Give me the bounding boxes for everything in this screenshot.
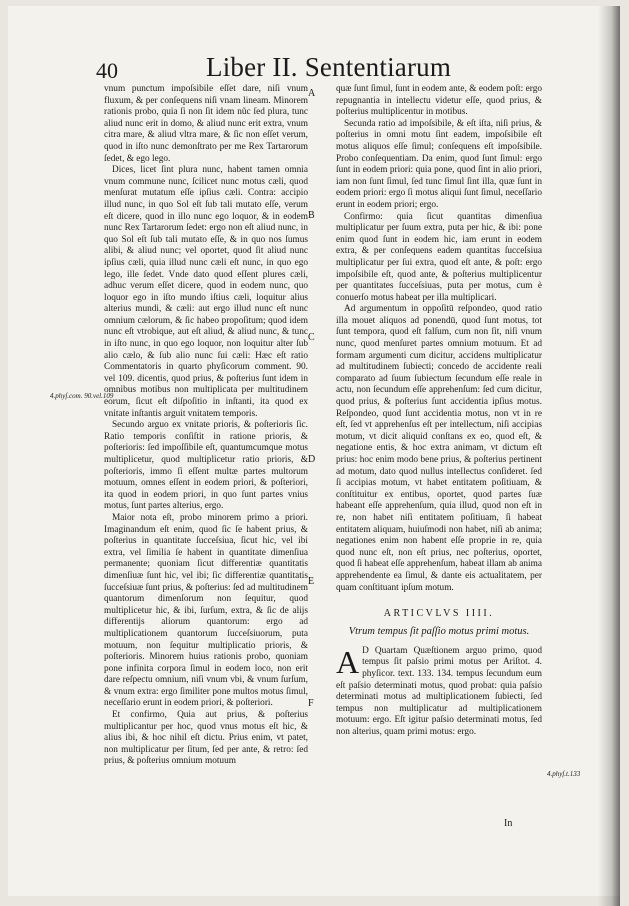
article-question: Vtrum tempus ſit paſſio motus primi motus. [348, 625, 530, 637]
page-number: 40 [96, 58, 118, 83]
left-paragraph-5: Et confirmo, Quia aut prius, & poſterius multiplicantur per hoc, quod vnus motus eſt hic, & alius ibi, & hoc nihil eſt dictu. Prius enim, vt patet, non multiplicatur per ſitum, ſed per ante, & retro: ſed prius, & poſterius omnium motuum [104, 710, 308, 767]
left-paragraph-3: Secundo arguo ex vnitate prioris, & poſterioris ſic. Ratio temporis conſiſtit in ratione prioris, & poſterioris: ſed impoſſibile eſt, quantumcumque motus multiplicetur, quod multiplicetur ratio prioris, & poſterioris, immo ſi eſſent multæ partes multorum motuum, omnes eſſent in eodem priori, & poſteriori, ita quod in eodem priori, in quo ſunt partes vnius motus, ſunt partes alterius, ergo. [104, 420, 308, 512]
section-letter-e: E [308, 576, 315, 587]
margin-note-right: 4.phyſ.t.133 [547, 770, 581, 778]
right-column [336, 84, 542, 738]
section-letter-a: A [308, 88, 316, 99]
left-paragraph-4: Maior nota eſt, probo minorem primo a priori. Imaginandum eſt enim, quod ſic ſe habent prius, & poſterius in quantitate ſucceſsiua, ſicut hic, vel ibi extra, vel ſimilia ſe habent in quantitate dimenſiua permanente; quoniam ſicut differentiæ quantitatis dimenſiuæ ſunt hic, vel ibi; ſic differentiæ quantitatis ſucceſsiuæ ſunt prius, & poſterius: ſed ad multitudinem quantorum dimenſorum non ſequitur, quod multiplicetur hic, & ibi, ſurſum, extra, & ſic de alijs differentijs aliorum quantorum: ergo ad multiplicationem quantorum ſucceſsiuorum, puta motuum, non ſequitur multiplicatio prioris, & poſterioris. Minorem huius rationis probo, quoniam pone infinita corpora ſimul in eodem loco, non erit dare reſpectu omnium, niſi vnum vbi, & vnum ſurſum, & vnum extra: ergo ſimiliter pone multos motus ſimul, neceſſario erunt in eodem priori, & poſteriori. [104, 512, 308, 709]
right-paragraph-3: Confirmo: quia ſicut quantitas dimenſiua multiplicatur per ſuum extra, puta per hic, & ibi: pone enim quod ſunt in eodem hic, iam erunt in eodem extra, & per conſequens eadem quantitas ſucceſsiua multiplicatur per ſui extra, quod eſt ante, & poſt: ergo impoſsibile eſt, quod ante, & poſterius multiplicentur per quantitates ſucceſsiuas, puta per motus, cum è conuerſo motus habeat per illa multiplicari. [336, 211, 542, 303]
running-title: Liber II. Sententiarum [206, 52, 452, 82]
right-paragraph-4: Ad argumentum in oppoſitū reſpondeo, quod ratio illa mouet aliquos ad ponendū, quod ſunt motus, tot ſunt tempora, quod eſt falſum, cum non ſit, niſi vnum nunc, quod menſuret partes omnium motuum. Et ad formam argumenti cum dicitur, accidens multiplicatur ad multitudinem ſubiecti; concedo de accidente reali comparato ad ſuum ſubiectum ſecundum eſſe reale in actu, non ſecundum eſſe apprehenſum: ſed cum dicitur, quod prius, & poſterius ſunt accidentia ipſius motus. Reſpondeo, quod ſunt accidentia motus, non vt in re eſt, ſed vt apprehenſus eſt per intellectum, niſi accipias motum, vt dicit aliquid conſtans ex eo, quod eſt, & negatione entis, & hoc extra animam, vt dictum eſt prius: hoc enim modo bene prius, & poſterius pertinent ad motum, dato quod nullus intellectus conſideret. ſed ſi accipias motum, vt habet entitatem poſitiuam, & conſtituitur ex entibus, oportet, quod partes ſuæ habeant eſſe apprehenſum, quia illud, quod non eſt in re, non habet niſi entitatem poſitiuam, ſi habeat entitatem aliquam, huiuſmodi non habet, niſi ab anima; negationes enim non habent eſſe proprie in re, quia quod nunc eſt, non eſt prius, nec poſterius, oportet, quod ſi habeat eſſe apprehenſum, habeat illam ab anima apprehendente ea ſimul, & dante eis actualitatem, per quam conſtituant ipſum motum. [336, 304, 542, 593]
left-paragraph-1: vnum punctum impoſsibile eſſet dare, niſi vnum fluxum, & per conſequens niſi vnam lineam. Minorem rationis probo, quia ſi non ſit idem nũc ſed plura, tunc aliud nunc erit in domo, & aliud nunc erit extra, vnum citra mare, & aliud vltra mare, & ſic non eſſet verum, quod in iſto nunc demonſtrato per me Rex Tartarorum ſedet, & ego lego. [104, 84, 308, 164]
left-column [104, 84, 308, 768]
left-paragraph-2: Dices, licet ſint plura nunc, habent tamen omnia vnum commune nunc, ſcilicet nunc motus cæli, quod menſurat mutatum eſſe ipſius cæli. Contra: accipio illud nunc, in quo Sol eſt ſub tali mutato eſſe, verum eſt dicere, quod in illo nunc ego loquor, & in eodem nunc Rex Tartarorum ſedet: ergo non eſt aliud nunc, in quo Sol eſt ſub tali mutato eſſe, & in quo nos ſumus alibi, & aliud nunc; vel oportet, quod ſit aliud nunc ipſius cæli, quia illud nunc cæli eſt nunc, in quo ego lego, ille ſedet. Vnde dato quod eſſent plures cæli, adhuc verum eſſet dicere, quod in eodem nunc, quo loquor ego in iſto mundo iſtius cæli, loquitur alius alterius mundi, & cæli: aut ergo illud nunc eſt nunc omnium cælorum, & ſic habeo propoſitum; quod idem nunc eſt vtrobique, aut eſt aliud, & aliud nunc, & tunc in iſto nunc, in quo ego loquor, non loquitur alter ſub alio cælo, & ſub alio nunc ſui cæli: Hæc eſt ratio Commentatoris in quarto phyſicorum comment. 90. vel 109. dicentis, quod prius, & poſterius ſunt idem in omnibus motibus non multiplicata per multitudinem eorum, ſicut eſt diſpoſitio in inſtanti, ita quod ex vnitate inſtantis arguit vnitatem temporis. [104, 165, 308, 419]
section-letter-d: D [308, 454, 316, 465]
right-paragraph-1: quæ ſunt ſimul, ſunt in eodem ante, & eodem poſt: ergo repugnantia in intellectu videtur eſſe, quod prius, & poſterius multiplicentur in motibus. [336, 84, 542, 118]
right-paragraph-2: Secunda ratio ad impoſsibile, & eſt iſta, niſi prius, & poſterius in omni motu ſint eadem, impoſsibile eſt motus aliquos eſſe ſimul; conſequens eſt impoſsibile. Probo conſequentiam. Da enim, quod ſunt ſimul: ergo ſunt in eodem priori: quia pone, quod ſint in alio priori, iam non ſunt ſimul, ſed tunc ſimul ſint illa, quæ ſunt in eodem priori: ergo ſi motus aliqui ſunt ſimul, neceſſario erunt in eodem priori; ergo. [336, 118, 542, 210]
catchword: In [504, 818, 513, 829]
article-heading: ARTICVLVS IIII. [383, 608, 495, 620]
section-letter-b: B [308, 210, 315, 221]
section-letter-c: C [308, 332, 315, 343]
article-paragraph [336, 643, 542, 739]
gutter-shadow [598, 6, 620, 906]
margin-note-left: 4.phyſ.com. 90.vel.109 [50, 392, 114, 400]
section-letters [308, 80, 320, 720]
section-letter-f: F [308, 698, 314, 709]
article-paragraph-text: D Quartam Quæſtionem arguo primo, quod tempus ſit paſsio primi motus per Ariſtot. 4. phyſicor. text. 133. 134. tempus ſecundum eum eſt paſsio determinati motus, quod probat: quia paſsio determinati motus ad multiplicationem ſubiecti, ſed tempus non multiplicatur ad multiplicationem motuum: ergo. Eſt igitur paſsio determinati motus, ſed non alterius, quam primi motus: ergo. [336, 645, 542, 737]
drop-cap-initial: A [336, 643, 360, 680]
